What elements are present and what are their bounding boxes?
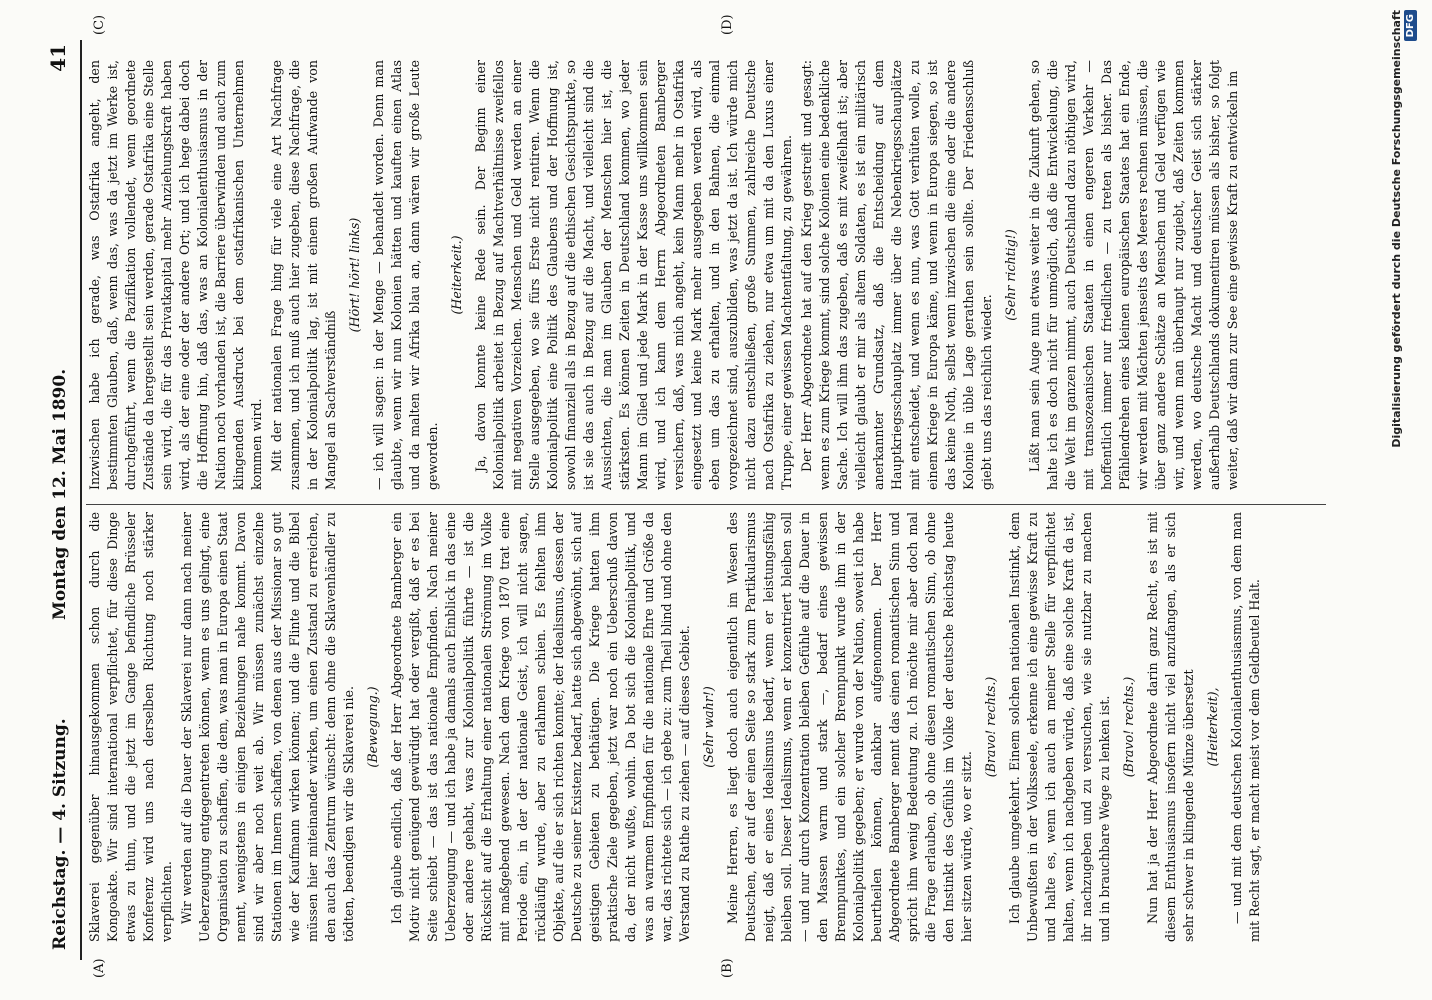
interjection: (Bewegung.) — [365, 686, 380, 768]
paragraph: Nun hat ja der Herr Abgeordnete darin ganz Recht, es ist mit diesem Enthusiasmus insofern nicht viel anzufangen, als er sich sehr schwer in klingende Münze übersetzt — [1145, 512, 1196, 942]
paragraph: Wir werden auf die Dauer der Sklaverei nur dann nach meiner Ueberzeugung entgegentreten können, wenn es uns gelingt, eine Organisation zu schaffen, die dem, was man in Europa einen Staat nennt, wenigstens in einigen Beziehungen nahe kommt. Davon sind wir aber noch weit ab. Wir müssen zunächst einzelne Stationen im Innern schaffen, von denen aus der Missionar so gut wie der Kaufmann wirken können; und die Flinte und die Bibel müssen hier miteinander wirken, um einen Zustand zu erreichen, den auch das Zentrum wünscht: denn ohne die Sklavenhändler zu tödten, beendigen wir die Sklaverei nie. — [179, 512, 356, 942]
interjection: (Sehr wahr!) — [701, 686, 716, 768]
paragraph: — ich will sagen: in der Menge — behandelt worden. Denn man glaubte, wenn wir nun Kolonien hätten und kauften einen Atlas und da malten wir Afrika blau an, dann wären wir große Leute geworden. — [371, 60, 440, 490]
paragraph: Mit der nationalen Frage hing für viele eine Art Nachfrage zusammen, und ich muß auch hier zugeben, diese Nachfrage, die in der Kolonialpolitik lag, ist mit einem großen Aufwande von Mangel an Sachverständniß — [269, 60, 338, 490]
margin-marker-c: (C) — [92, 14, 107, 35]
right-column — [86, 60, 1326, 490]
paragraph: Sklaverei gegenüber hinausgekommen schon durch die Kongoakte. Wir sind international verpflichtet, für diese Dinge etwas zu thun, und die jetzt im Gange befindliche Brüsseler Konferenz wird uns nach derselben Richtung noch stärker verpflichten. — [87, 512, 174, 942]
paragraph: Ich glaube endlich, daß der Herr Abgeordnete Bamberger ein Motiv nicht genügend gewürdigt hat oder vergißt, daß er es bei Seite schiebt — das ist das nationale Empfinden. Nach meiner Ueberzeugung — und ich habe ja damals auch Einblick in das eine oder andere gehabt, was zur Kolonialpolitik führte — ist die Rücksicht auf die Erhaltung einer nationalen Strömung im Volke mit maßgebend gewesen. Nach dem Kriege von 1870 trat eine Periode ein, in der der nationale Geist, ich will nicht sagen, rückläufig wurde, aber zu erlahmen schien. Es fehlten ihm Objekte, auf die er sich richten konnte; der Idealismus, dessen der Deutsche zu seiner Existenz bedarf, hatte sich abgewöhnt, sich auf geistigen Gebieten zu bethätigen. Die Kriege hatten ihm praktische Ziele gegeben, jetzt war noch ein Ueberschuß davon da, der nicht wußte, wohin. Da bot sich die Kolonialpolitik, und was an warmem Empfinden für die nationale Ehre und Größe da war, das richtete sich — ich gebe zu: zum Theil blind und ohne den Verstand zu Rathe zu ziehen — auf dieses Gebiet. — [389, 512, 692, 942]
digitization-credit — [1390, 10, 1417, 450]
paragraph: Ich glaube umgekehrt. Einem solchen nationalen Instinkt, dem Unbewußten in der Volksseele, erkenne ich eine gewisse Kraft zu und halte es, wenn ich auch an meiner Stelle für verpflichtet halten, wenn ich nachgeben würde, daß eine solche Kraft da ist, ihr nachzugeben und zu versuchen, wie sie nutzbar zu machen und in brauchbare Wege zu lenken ist. — [1007, 512, 1112, 942]
paragraph: Der Herr Abgeordnete hat auf den Krieg gestreift und gesagt: wenn es zum Kriege kommt, sind solche Kolonien eine bedenkliche Sache. Ich will ihm das zugeben, daß es mit zweifelhaft ist; aber vielleicht glaubt er mir als altem Soldaten, es ist ein militärisch anerkannter Grundsatz, daß die Entscheidung auf dem Hauptkriegsschauplatz immer über die Nebenkriegsschauplätze mit entscheidet, und wenn es nun, was Gott verhüten wolle, zu einem Kriege in Europa käme, und wenn in Europa siegen, so ist das keine Noth, selbst wenn inzwischen die eine oder die andere Kolonie in üble Lage gerathen sein sollte. Der Friedensschluß giebt uns das reichlich wieder. — [799, 60, 994, 490]
left-column — [86, 512, 1326, 942]
paragraph: Läßt man sein Auge nun etwas weiter in die Zukunft gehen, so halte ich es doch nicht für unmöglich, daß die Entwickelung, die die Welt im ganzen nimmt, auch Deutschland dazu nöthigen wird, mit transozeanischen Staaten in einen engeren Verkehr — hoffentlich immer nur friedlichen — zu treten als bisher. Das Pfählendrehen eines kleinen europäischen Staates hat ein Ende, wir werden mit Mächten jenseits des Meeres rechnen müssen, die über ganz andere Schätze an Menschen und Geld verfügen wie wir, und wenn man überhaupt nur zugiebt, daß Zeiten kommen werden, wo deutsche Macht und deutscher Geist sich stärker außerhalb Deutschlands dokumentiren müssen als bisher, so folgt weiter, daß wir dann zur See eine gewisse Kraft zu entwickeln im — [1027, 60, 1240, 490]
page-number: 41 — [46, 44, 70, 72]
header-session: Reichstag. — 4. Sitzung. — [50, 718, 70, 950]
header-date: Montag den 12. Mai 1890. — [50, 368, 70, 620]
interjection: (Bravo! rechts.) — [983, 676, 998, 778]
margin-marker-d: (D) — [720, 14, 735, 35]
credit-text: Digitalisierung gefördert durch die Deutsche Forschungsgemeinschaft — [1390, 10, 1403, 448]
column-divider — [86, 504, 1326, 505]
margin-marker-a: (A) — [92, 958, 107, 978]
interjection: (Heiterkeit), — [1205, 687, 1220, 767]
paragraph: Inzwischen habe ich gerade, was Ostafrika angeht, den bestimmten Glauben, daß, wenn das, was da jetzt im Werke ist, durchgeführt, wenn die Pazifikation vollendet, wenn geordnete Zustände da hergestellt sein werden, gerade Ostafrika eine Stelle sein wird, die für das Privatkapital mehr Anziehungskraft haben wird, als der eine oder der andere Ort; und ich hege dabei doch die Hoffnung hin, daß das, was an Kolonialenthusiasmus in der Nation noch vorhanden ist, die Barriere überwinden und auch zum klingenden Ausdruck bei dem ostafrikanischen Unternehmen kommen wird. — [87, 60, 264, 490]
paragraph: — und mit dem deutschen Kolonialenthusiasmus, von dem man mit Recht sagt, er macht meist vor dem Geldbeutel Halt. — [1229, 512, 1262, 942]
page-header — [40, 40, 82, 960]
paragraph: Ja, davon konnte keine Rede sein. Der Beginn einer Kolonialpolitik arbeitet in Bezug auf Machtverhältnisse zweifellos mit negativen Vorzeichen. Menschen und Geld werden an einer Stelle ausgegeben, wo sie fürs Erste nicht rentiren. Wenn die Kolonialpolitik eine Politik des Glaubens und der Hoffnung ist, sowohl finanziell als in Bezug auf die ethischen Gesichtspunkte, so ist sie das auch in Bezug auf die Macht, und vielleicht sind die Aussichten, die man im Glauben der Menschen hier ist, die stärksten. Es können Zeiten in Deutschland kommen, wo jeder Mann im Glied und jede Mark in der Kasse uns willkommen sein wird, und ich kann dem Herrn Abgeordneten Bamberger versichern, daß, was mich angeht, kein Mann mehr in Ostafrika eingesetzt und keine Mark mehr ausgegeben werden wird, als eben um das zu erhalten, und in den Bahnen, die einmal vorgezeichnet sind, auszubilden, was jetzt da ist. Ich würde mich nicht dazu entschließen, große Summen, zahlreiche Deutsche nach Ostafrika zu ziehen, nur etwa um mit da den Luxus einer Truppe, einer gewissen Machtentfaltung, zu gewähren. — [473, 60, 794, 490]
interjection: (Sehr richtig!) — [1003, 229, 1018, 321]
dfg-logo: DFG — [1404, 10, 1417, 41]
margin-marker-b: (B) — [720, 958, 735, 978]
interjection: (Hört! hört! links) — [347, 217, 362, 333]
interjection: (Bravo! rechts.) — [1121, 676, 1136, 778]
interjection: (Heiterkeit.) — [449, 235, 464, 315]
paragraph: Meine Herren, es liegt doch auch eigentlich im Wesen des Deutschen, der auf der einen Seite so stark zum Partikularismus neigt, daß er eines Idealismus bedarf, wenn er leistungsfähig bleiben soll. Dieser Idealismus, wenn er konzentriert bleiben soll — und nur durch Konzentration bleiben Gefühle auf die Dauer in den Massen warm und stark —, bedarf eines gewissen Brennpunktes, und ein solcher Brennpunkt wurde ihm in der Kolonialpolitik gegeben; er wurde von der Nation, soweit ich habe beurtheilen können, dankbar aufgenommen. Der Herr Abgeordnete Bamberger nennt das einen romantischen Sinn und spricht ihm wenig Bedeutung zu. Ich möchte mir aber doch mal die Frage erlauben, ob ohne diesen romantischen Sinn, ob ohne den Instinkt des Gefühls im Volke der deutsche Reichstag heute hier sitzen würde, wo er sitzt. — [725, 512, 974, 942]
